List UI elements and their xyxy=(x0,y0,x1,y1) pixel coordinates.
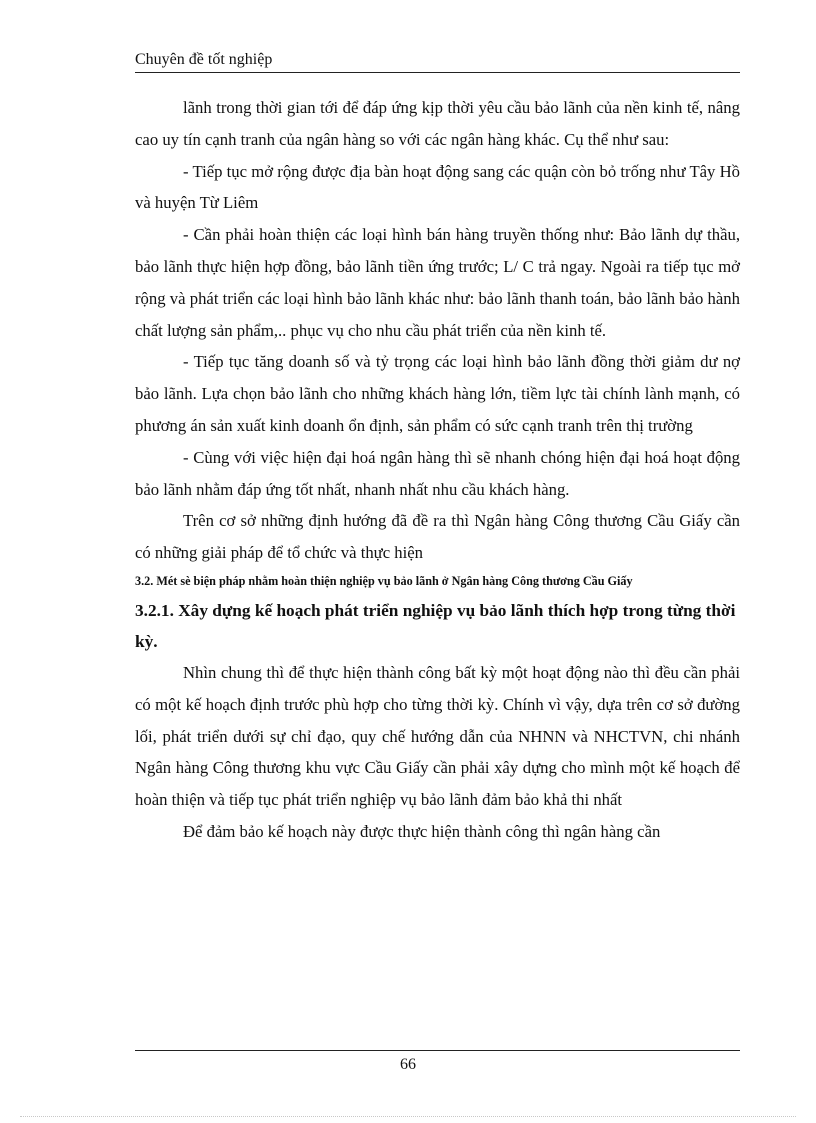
paragraph-bullet: - Tiếp tục mở rộng được địa bàn hoạt động sang các quận còn bỏ trống như Tây Hồ và huyện Từ Liêm xyxy=(135,161,740,213)
header-title: Chuyên đề tốt nghiệp xyxy=(135,51,273,68)
footer-rule xyxy=(135,1050,740,1051)
page-number: 66 xyxy=(400,1056,416,1073)
paragraph: Để đảm bảo kế hoạch này được thực hiện thành công thì ngân hàng cần xyxy=(183,821,661,841)
paragraph: Trên cơ sở những định hướng đã đề ra thì Ngân hàng Công thương Cầu Giấy cần có những giải pháp để tổ chức và thực hiện xyxy=(135,511,740,563)
paragraph-bullet: - Cần phải hoàn thiện các loại hình bán hàng truyền thống như: Bảo lãnh dự thầu, bảo lãnh thực hiện hợp đồng, bảo lãnh tiền ứng trước; L/ C trả ngay. Ngoài ra tiếp tục mở rộng và phát triển các loại hình bảo lãnh khác như: bảo lãnh thanh toán, bảo lãnh bảo hành chất lượng sản phẩm,.. phục vụ cho nhu cầu phát triển của nền kinh tế. xyxy=(135,225,740,340)
paragraph-bullet: - Cùng với việc hiện đại hoá ngân hàng thì sẽ nhanh chóng hiện đại hoá hoạt động bảo lãnh nhằm đáp ứng tốt nhất, nhanh nhất nhu cầu khách hàng. xyxy=(135,447,740,499)
paragraph: lãnh trong thời gian tới để đáp ứng kịp thời yêu cầu bảo lãnh của nền kinh tế, nâng cao uy tín cạnh tranh của ngân hàng so với các ngân hàng khác. Cụ thể như sau: xyxy=(135,98,740,149)
page-header xyxy=(135,50,740,73)
paragraph-bullet: - Tiếp tục tăng doanh số và tỷ trọng các loại hình bảo lãnh đồng thời giảm dư nợ bảo lãnh. Lựa chọn bảo lãnh cho những khách hàng lớn, tiềm lực tài chính lành mạnh, có phương án sản xuất kinh doanh ổn định, sản phẩm có sức cạnh tranh trên thị trường xyxy=(135,352,740,435)
paragraph: Nhìn chung thì để thực hiện thành công bất kỳ một hoạt động nào thì đều cần phải có một kế hoạch định trước phù hợp cho từng thời kỳ. Chính vì vậy, dựa trên cơ sở đường lối, phát triển dưới sự chỉ đạo, quy chế hướng dẫn của NHNN và NHCTVN, chi nhánh Ngân hàng Công thương khu vực Cầu Giấy cần phải xây dựng cho mình một kế hoạch để hoàn thiện và tiếp tục phát triển nghiệp vụ bảo lãnh đảm bảo khả thi nhất xyxy=(135,662,740,810)
section-heading: 3.2. Mét sè biện pháp nhằm hoàn thiện nghiệp vụ bảo lãnh ở Ngân hàng Công thương Cầu Giấy xyxy=(135,573,633,588)
body-text xyxy=(135,92,740,848)
page-bottom-divider xyxy=(20,1116,796,1117)
subsection-heading: 3.2.1. Xây dựng kế hoạch phát triển nghiệp vụ bảo lãnh thích hợp trong từng thời kỳ. xyxy=(135,600,736,651)
